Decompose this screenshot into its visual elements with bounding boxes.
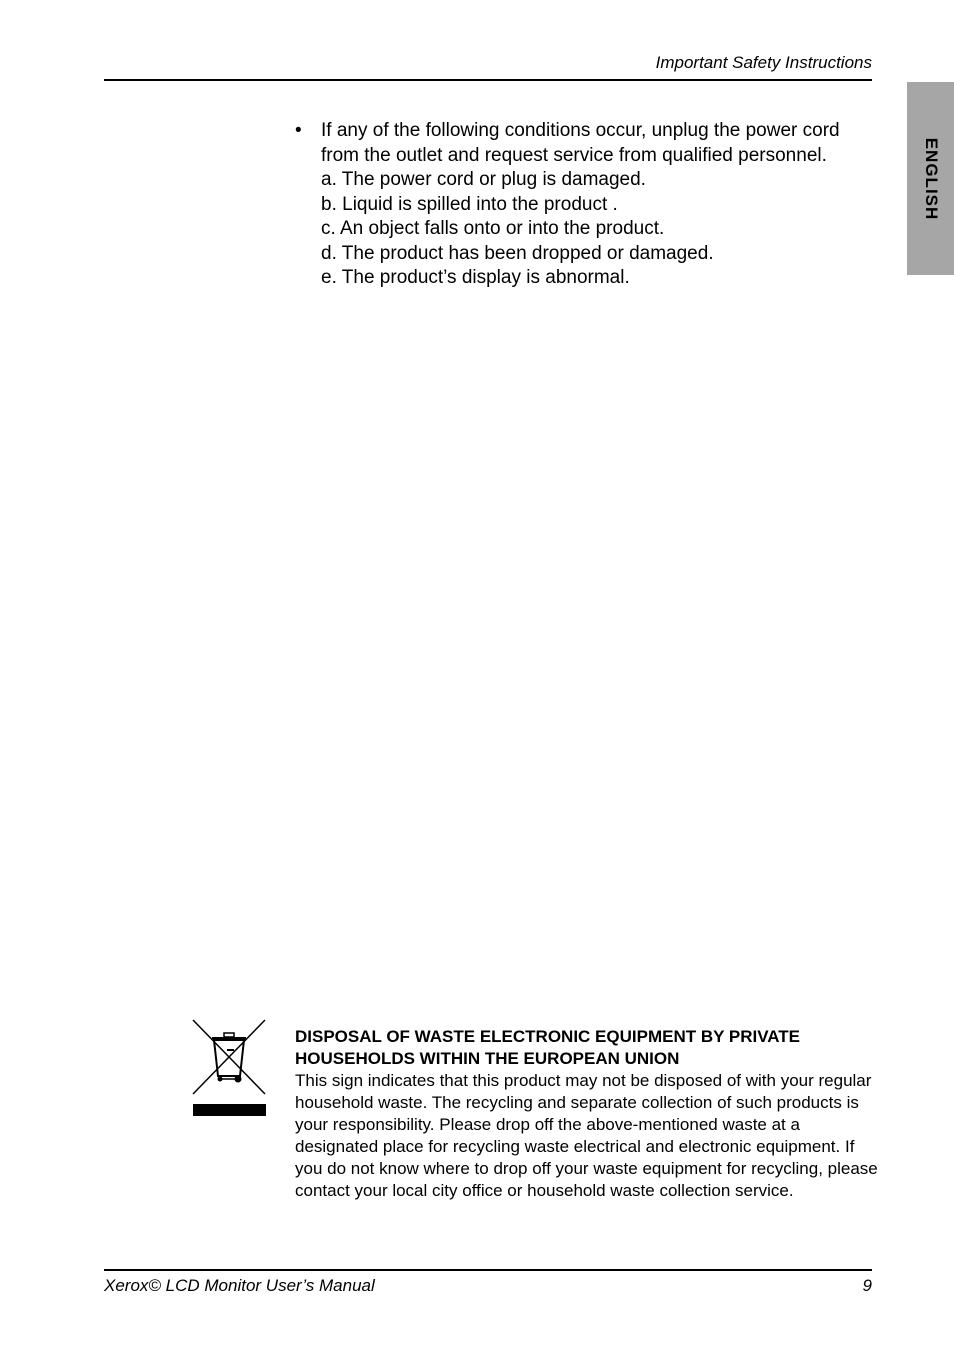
footer-rule [104, 1269, 872, 1271]
language-tab-label: ENGLISH [921, 137, 941, 220]
disposal-notice [295, 1026, 880, 1202]
condition-item: c. An object falls onto or into the product. [321, 218, 665, 239]
page-header-title: Important Safety Instructions [655, 53, 872, 72]
footer-manual-title: Xerox© LCD Monitor User’s Manual [104, 1276, 375, 1295]
crossed-out-wheelie-bin-icon [190, 1018, 268, 1118]
safety-intro: If any of the following conditions occur, unplug the power cord from the outlet and request service from qualified personnel. [321, 120, 840, 166]
bullet-mark: • [295, 120, 302, 141]
condition-item: a. The power cord or plug is damaged. [321, 169, 646, 190]
page-number: 9 [862, 1276, 872, 1295]
condition-item: b. Liquid is spilled into the product . [321, 193, 618, 215]
header-rule [104, 79, 872, 81]
disposal-heading: DISPOSAL OF WASTE ELECTRONIC EQUIPMENT BY PRIVATE HOUSEHOLDS WITHIN THE EUROPEAN UNION [295, 1027, 801, 1068]
disposal-body: This sign indicates that this product may not be disposed of with your regular household waste. The recycling and separate collection of such products is your responsibility. Please drop off the above-mentioned waste at a designated place for recycling waste electrical and electronic equipment. If you do not know where to drop off your waste equipment for recycling, please contact your local city office or household waste collection service. [295, 1071, 878, 1200]
safety-bullet [295, 119, 855, 291]
condition-item: e. The product’s display is abnormal. [321, 267, 630, 288]
language-tab [907, 82, 954, 275]
condition-list [321, 168, 855, 291]
condition-item: d. The product has been dropped or damaged. [321, 242, 714, 264]
